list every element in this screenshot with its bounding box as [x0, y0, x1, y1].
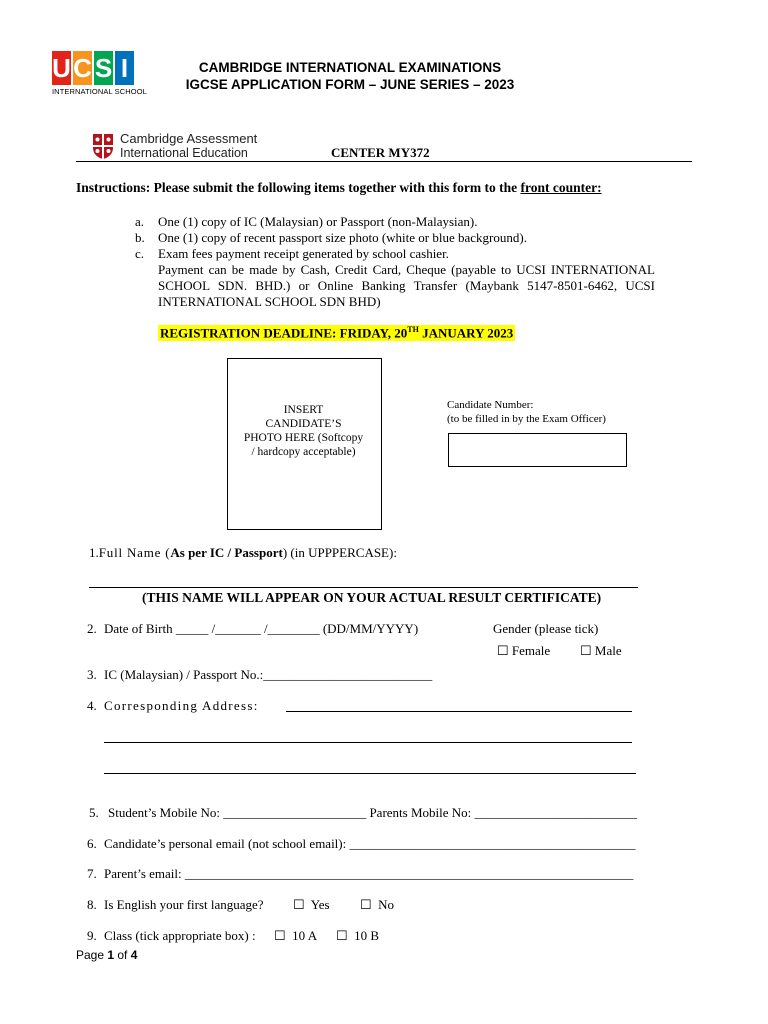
full-name-num: 1.: [89, 545, 99, 560]
class-question: Class (tick appropriate box) :: [104, 928, 256, 943]
photo-line3: PHOTO HERE (Softcopy: [243, 432, 364, 444]
male-checkbox[interactable]: ☐: [580, 643, 592, 658]
parent-email-field[interactable]: Parent’s email: _____________________________________________________________________: [104, 866, 634, 881]
full-name-line[interactable]: [89, 587, 638, 588]
candidate-number-title: Candidate Number:: [447, 399, 534, 411]
candidate-number-label: [447, 398, 606, 426]
instruction-b-label: b.: [135, 230, 145, 245]
logo-letter-i: I: [115, 51, 134, 85]
footer-page-num: 1: [107, 948, 115, 962]
ic-passport-field[interactable]: IC (Malaysian) / Passport No.:__________________________: [104, 667, 433, 682]
dob-num: 2.: [87, 621, 97, 636]
ucsi-logo: [52, 51, 147, 97]
deadline-post: JANUARY 2023: [418, 325, 514, 341]
male-label: Male: [594, 643, 622, 658]
class-10b-checkbox[interactable]: ☐: [336, 928, 348, 943]
gender-label: Gender (please tick): [493, 621, 599, 636]
deadline-sup: TH: [407, 325, 419, 334]
english-no-option[interactable]: [360, 897, 394, 913]
english-no-label: No: [378, 897, 395, 912]
address-line-2[interactable]: [104, 742, 632, 743]
center-code: CENTER MY372: [331, 145, 430, 160]
full-name-bold: As per IC / Passport: [170, 545, 283, 560]
instructions-heading: [76, 180, 655, 196]
ic-num: 3.: [87, 667, 97, 682]
class-10b-option[interactable]: [336, 928, 379, 944]
mobile-num: 5.: [89, 805, 99, 820]
footer-total: 4: [130, 948, 138, 962]
class-10b-label: 10 B: [354, 928, 380, 943]
cambridge-line1: Cambridge Assessment: [120, 131, 258, 146]
parent-email-num: 7.: [87, 866, 97, 881]
form-title-line2: IGCSE APPLICATION FORM – JUNE SERIES – 2023: [185, 77, 515, 92]
english-num: 8.: [87, 897, 97, 912]
logo-letter-s: S: [94, 51, 113, 85]
class-10a-label: 10 A: [292, 928, 318, 943]
dob-field[interactable]: Date of Birth _____ /_______ /________ (DD/MM/YYYY): [104, 621, 419, 636]
header-divider: [76, 161, 692, 162]
instruction-c-label: c.: [135, 246, 145, 261]
candidate-number-note: (to be filled in by the Exam Officer): [447, 413, 606, 425]
class-10a-checkbox[interactable]: ☐: [274, 928, 286, 943]
deadline-pre: REGISTRATION DEADLINE: FRIDAY, 20: [160, 325, 408, 341]
footer-page: Page: [76, 948, 108, 962]
cambridge-line2: International Education: [120, 146, 248, 160]
female-label: Female: [511, 643, 551, 658]
english-yes-label: Yes: [310, 897, 330, 912]
cambridge-logo: [92, 132, 257, 160]
address-line-1[interactable]: [286, 711, 632, 712]
full-name-post: ) (in UPPPERCASE):: [282, 545, 397, 560]
address-line-3[interactable]: [104, 773, 636, 774]
logo-letter-c: C: [73, 51, 92, 85]
full-name-pre: Full Name (: [98, 545, 171, 560]
class-num: 9.: [87, 928, 97, 943]
cambridge-shield-icon: [92, 133, 114, 160]
english-yes-checkbox[interactable]: ☐: [293, 897, 305, 912]
photo-line1: INSERT: [283, 404, 324, 416]
photo-line4: / hardcopy acceptable): [251, 446, 356, 458]
instruction-a-label: a.: [135, 214, 145, 229]
instruction-a-text: One (1) copy of IC (Malaysian) or Passport (non-Malaysian).: [158, 214, 478, 229]
english-question: Is English your first language?: [104, 897, 264, 912]
page-footer: [76, 948, 137, 962]
name-notice: (THIS NAME WILL APPEAR ON YOUR ACTUAL RESULT CERTIFICATE): [142, 590, 602, 605]
registration-deadline: [158, 325, 515, 341]
candidate-email-field[interactable]: Candidate’s personal email (not school email): ____________________________________________: [104, 836, 636, 851]
payment-info: Payment can be made by Cash, Credit Card, Cheque (payable to UCSI INTERNATIONAL SCHOOL SDN. BHD.) or Online Banking Transfer (Maybank 5147-8501-6462, UCSI INTERNATIONAL SCHOOL SDN BHD): [158, 262, 655, 309]
full-name-label: [89, 545, 397, 561]
candidate-number-box[interactable]: [448, 433, 627, 467]
class-10a-option[interactable]: [274, 928, 317, 944]
form-title-line1: CAMBRIDGE INTERNATIONAL EXAMINATIONS: [198, 60, 502, 75]
instructions-front-counter: front counter:: [520, 180, 602, 195]
instructions-lead: Instructions: Please submit the following items together with this form to the: [76, 180, 521, 195]
address-label: Corresponding Address:: [104, 698, 259, 713]
photo-line2: CANDIDATE’S: [265, 418, 342, 430]
logo-subtext: INTERNATIONAL SCHOOL: [52, 87, 147, 96]
english-no-checkbox[interactable]: ☐: [360, 897, 372, 912]
instruction-b-text: One (1) copy of recent passport size photo (white or blue background).: [158, 230, 527, 245]
email-num: 6.: [87, 836, 97, 851]
instruction-c-text: Exam fees payment receipt generated by school cashier.: [158, 246, 449, 261]
female-checkbox[interactable]: ☐: [497, 643, 509, 658]
english-yes-option[interactable]: [293, 897, 330, 913]
mobile-field[interactable]: Student’s Mobile No: ______________________ Parents Mobile No: _________________________: [108, 805, 638, 820]
address-num: 4.: [87, 698, 97, 713]
logo-letter-u: U: [52, 51, 71, 85]
photo-instructions: [227, 403, 380, 459]
gender-male-option[interactable]: [580, 643, 622, 659]
gender-female-option[interactable]: [497, 643, 550, 659]
footer-of: of: [114, 948, 131, 962]
